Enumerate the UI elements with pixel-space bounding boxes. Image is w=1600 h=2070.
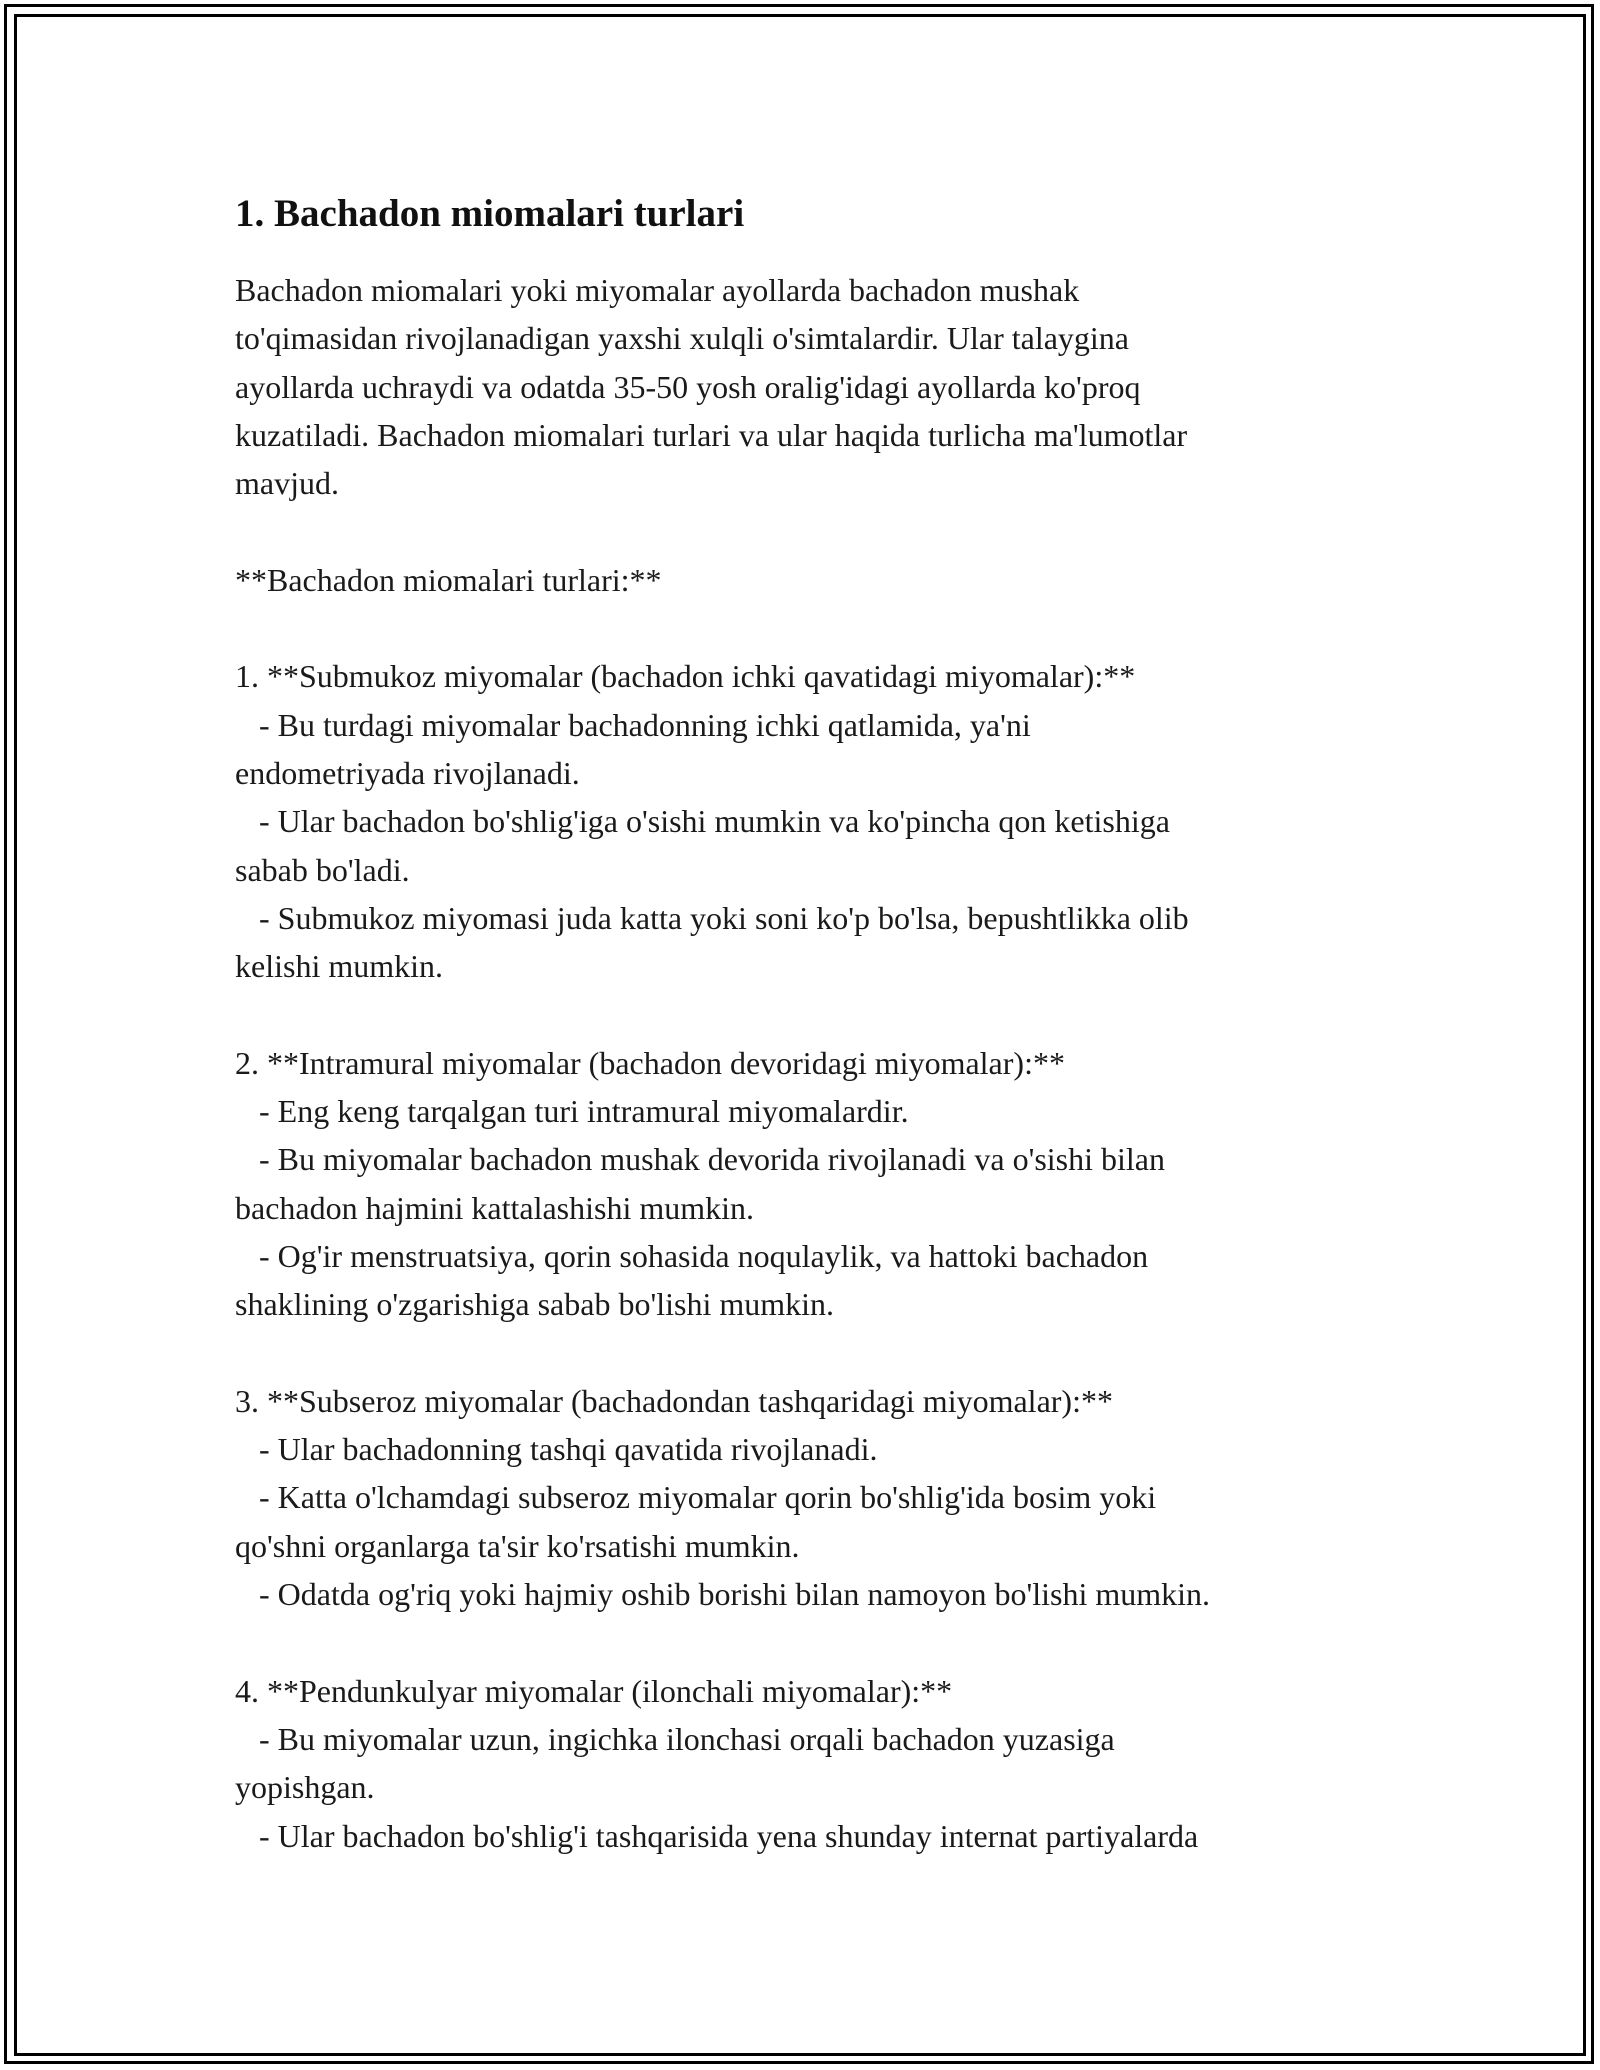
document-content (235, 186, 1370, 1860)
document-body: Bachadon miomalari yoki miyomalar ayollarda bachadon mushak to'qimasidan rivojlanadigan yaxshi xulqli o'simtalardir. Ular talaygina ayollarda uchraydi va odatda 35-50 yosh oralig'idagi ayollarda ko'proq kuzatiladi. Bachadon miomalari turlari va ular haqida turlicha ma'lumotlar mavjud. **Bachadon miomalari turlari:** 1. **Submukoz miyomalar (bachadon ichki qavatidagi miyomalar):** - Bu turdagi miyomalar bachadonning ichki qatlamida, ya'ni endometriyada rivojlanadi. - Ular bachadon bo'shlig'iga o'sishi mumkin va ko'pincha qon ketishiga sabab bo'ladi. - Submukoz miyomasi juda katta yoki soni ko'p bo'lsa, bepushtlikka olib kelishi mumkin. 2. **Intramural miyomalar (bachadon devoridagi miyomalar):** - Eng keng tarqalgan turi intramural miyomalardir. - Bu miyomalar bachadon mushak devorida rivojlanadi va o'sishi bilan bachadon hajmini kattalashishi mumkin. - Og'ir menstruatsiya, qorin sohasida noqulaylik, va hattoki bachadon shaklining o'zgarishiga sabab bo'lishi mumkin. 3. **Subseroz miyomalar (bachadondan tashqaridagi miyomalar):** - Ular bachadonning tashqi qavatida rivojlanadi. - Katta o'lchamdagi subseroz miyomalar qorin bo'shlig'ida bosim yoki qo'shni organlarga ta'sir ko'rsatishi mumkin. - Odatda og'riq yoki hajmiy oshib borishi bilan namoyon bo'lishi mumkin. 4. **Pendunkulyar miyomalar (ilonchali miyomalar):** - Bu miyomalar uzun, ingichka ilonchasi orqali bachadon yuzasiga yopishgan. - Ular bachadon bo'shlig'i tashqarisida yena shunday internat partiyalarda (235, 272, 1211, 1854)
document-title: 1. Bachadon miomalari turlari (235, 192, 745, 235)
